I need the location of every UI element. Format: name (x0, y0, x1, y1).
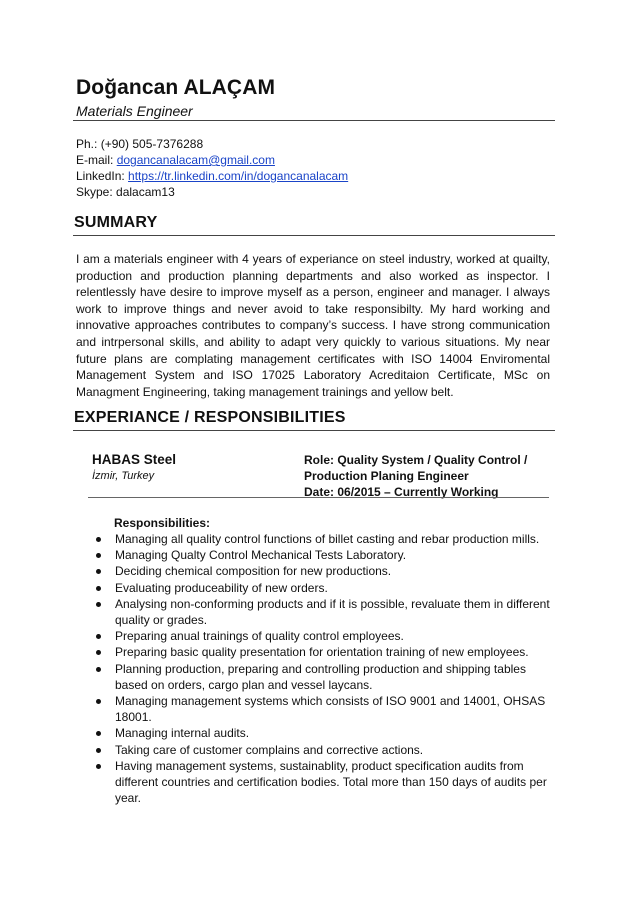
job-meta (304, 452, 544, 500)
skype-label: Skype: (76, 185, 113, 199)
list-item: Managing all quality control functions of billet casting and rebar production mills. (96, 531, 556, 547)
list-item: Preparing basic quality presentation for orientation training of new employees. (96, 644, 556, 660)
list-item: Managing management systems which consists of ISO 9001 and 14001, OHSAS 18001. (96, 693, 556, 725)
list-item: Analysing non-conforming products and if it is possible, revaluate them in different quality or grades. (96, 596, 556, 628)
header-divider (73, 120, 555, 121)
list-item: Evaluating produceability of new orders. (96, 580, 556, 596)
job-divider (88, 497, 549, 498)
phone-value: (+90) 505-7376288 (100, 137, 204, 151)
list-item: Deciding chemical composition for new productions. (96, 563, 556, 579)
list-item: Having management systems, sustainablity, product specification audits from different countries and certification bodies. Total more than 150 days of audits per year. (96, 758, 556, 807)
contact-block (76, 136, 348, 200)
email-link[interactable]: dogancanalacam@gmail.com (116, 153, 275, 167)
linkedin-line (76, 168, 348, 184)
job-role-line-1: Role: Quality System / Quality Control / (304, 453, 528, 467)
job-role-line-2: Production Planing Engineer (304, 469, 469, 483)
list-item: Taking care of customer complains and corrective actions. (96, 742, 556, 758)
phone-line (76, 136, 348, 152)
skype-value: dalacam13 (116, 185, 175, 199)
list-item: Preparing anual trainings of quality control employees. (96, 628, 556, 644)
company-name: HABAS Steel (92, 452, 177, 467)
list-item: Managing internal audits. (96, 725, 556, 741)
responsibilities-list (96, 531, 556, 806)
email-label: E-mail: (76, 153, 114, 167)
summary-divider (73, 235, 555, 236)
skype-line (76, 184, 348, 200)
company-location: İzmir, Turkey (92, 470, 155, 482)
experience-divider (73, 430, 555, 431)
responsibilities-heading: Responsibilities: (114, 516, 211, 530)
candidate-name: Doğancan ALAÇAM (76, 76, 276, 99)
job-date: Date: 06/2015 – Currently Working (304, 485, 499, 499)
list-item: Managing Qualty Control Mechanical Tests Laboratory. (96, 547, 556, 563)
email-line (76, 152, 348, 168)
candidate-title: Materials Engineer (76, 103, 193, 119)
phone-label: Ph.: (76, 137, 98, 151)
list-item: Planning production, preparing and controlling production and shipping tables based on orders, cargo plan and vessel laycans. (96, 661, 556, 693)
summary-heading: SUMMARY (74, 214, 158, 231)
experience-heading: EXPERIANCE / RESPONSIBILITIES (74, 409, 346, 426)
linkedin-label: LinkedIn: (76, 169, 125, 183)
linkedin-link[interactable]: https://tr.linkedin.com/in/dogancanalacam (128, 169, 349, 183)
summary-text: I am a materials engineer with 4 years of experiance on steel industry, worked at quailty, production and production planning departments and also worked as inspector. I relentlessly have desire to improve myself as a person, engineer and manager. I always work to improve things and never avoid to take responsibilty. My hard working and innovative approaches contributes to company’s success. I have strong communication and intrpersonal skills, and ability to adapt very quickly to various situations. My near future plans are complating management certificates with ISO 14004 Enviromental Management System and ISO 17025 Laboratory Acreditaion Certificate, MSc on Managment Engineering, taking management trainings and yellow belt. (76, 252, 550, 399)
